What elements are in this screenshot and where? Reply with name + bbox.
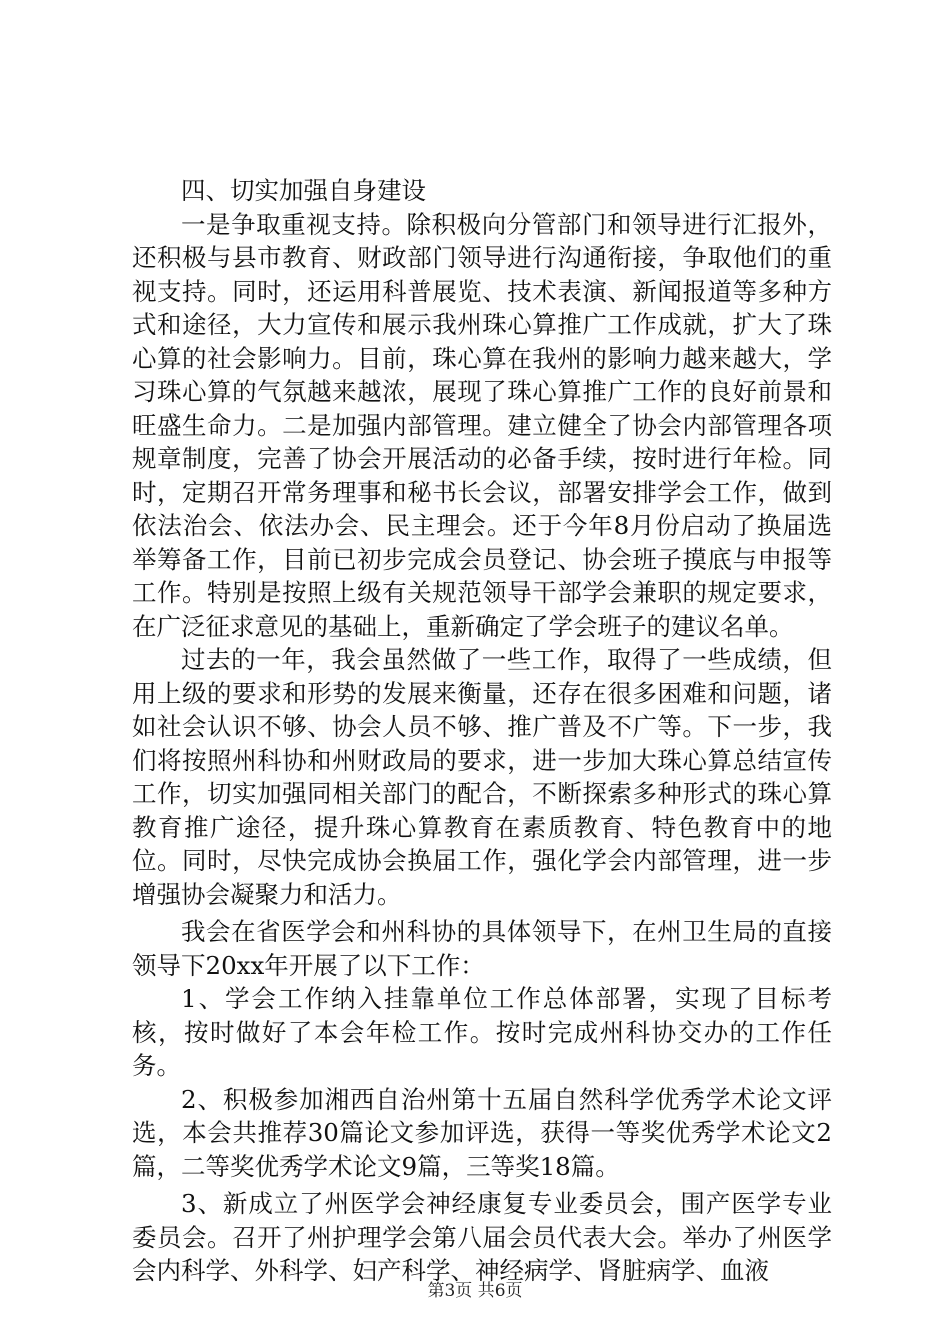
- paragraph-item-2: 2、积极参加湘西自治州第十五届自然科学优秀学术论文评选，本会共推荐30篇论文参加评选，获得一等奖优秀学术论文2篇，二等奖优秀学术论文9篇，三等奖18篇。: [132, 1084, 832, 1181]
- section-heading: 四、切实加强自身建设: [181, 176, 426, 205]
- paragraph-past-year-summary: 过去的一年，我会虽然做了一些工作，取得了一些成绩，但用上级的要求和形势的发展来衡量，还存在很多困难和问题，诸如社会认识不够、协会人员不够、推广普及不广等。下一步，我们将按照州科协和州财政局的要求，进一步加大珠心算总结宣传工作，切实加强同相关部门的配合，不断探索多种形式的珠心算教育推广途径，提升珠心算教育在素质教育、特色教育中的地位。同时，尽快完成协会换届工作，强化学会内部管理，进一步增强协会凝聚力和活力。: [132, 645, 832, 909]
- paragraph-item-3: 3、新成立了州医学会神经康复专业委员会，围产医学专业委员会。召开了州护理学会第八届会员代表大会。举办了州医学会内科学、外科学、妇产科学、神经病学、肾脏病学、血液: [132, 1189, 832, 1285]
- page-number-footer: 第3页 共6页: [427, 1281, 523, 1301]
- document-body: [132, 174, 832, 1288]
- paragraph-self-building: 一是争取重视支持。除积极向分管部门和领导进行汇报外，还积极与县市教育、财政部门领导进行沟通衔接，争取他们的重视支持。同时，还运用科普展览、技术表演、新闻报道等多种方式和途径，大力宣传和展示我州珠心算推广工作成就，扩大了珠心算的社会影响力。目前，珠心算在我州的影响力越来越大，学习珠心算的气氛越来越浓，展现了珠心算推广工作的良好前景和旺盛生命力。二是加强内部管理。建立健全了协会内部管理各项规章制度，完善了协会开展活动的必备手续，按时进行年检。同时，定期召开常务理事和秘书长会议，部署安排学会工作，做到依法治会、依法办会、民主理会。还于今年8月份启动了换届选举筹备工作，目前已初步完成会员登记、协会班子摸底与申报等工作。特别是按照上级有关规范领导干部学会兼职的规定要求，在广泛征求意见的基础上，重新确定了学会班子的建议名单。: [132, 209, 832, 641]
- paragraph-medical-association-intro: 我会在省医学会和州科协的具体领导下，在州卫生局的直接领导下20xx年开展了以下工作：: [132, 917, 832, 980]
- paragraph-item-1: 1、学会工作纳入挂靠单位工作总体部署，实现了目标考核，按时做好了本会年检工作。按时完成州科协交办的工作任务。: [132, 984, 832, 1080]
